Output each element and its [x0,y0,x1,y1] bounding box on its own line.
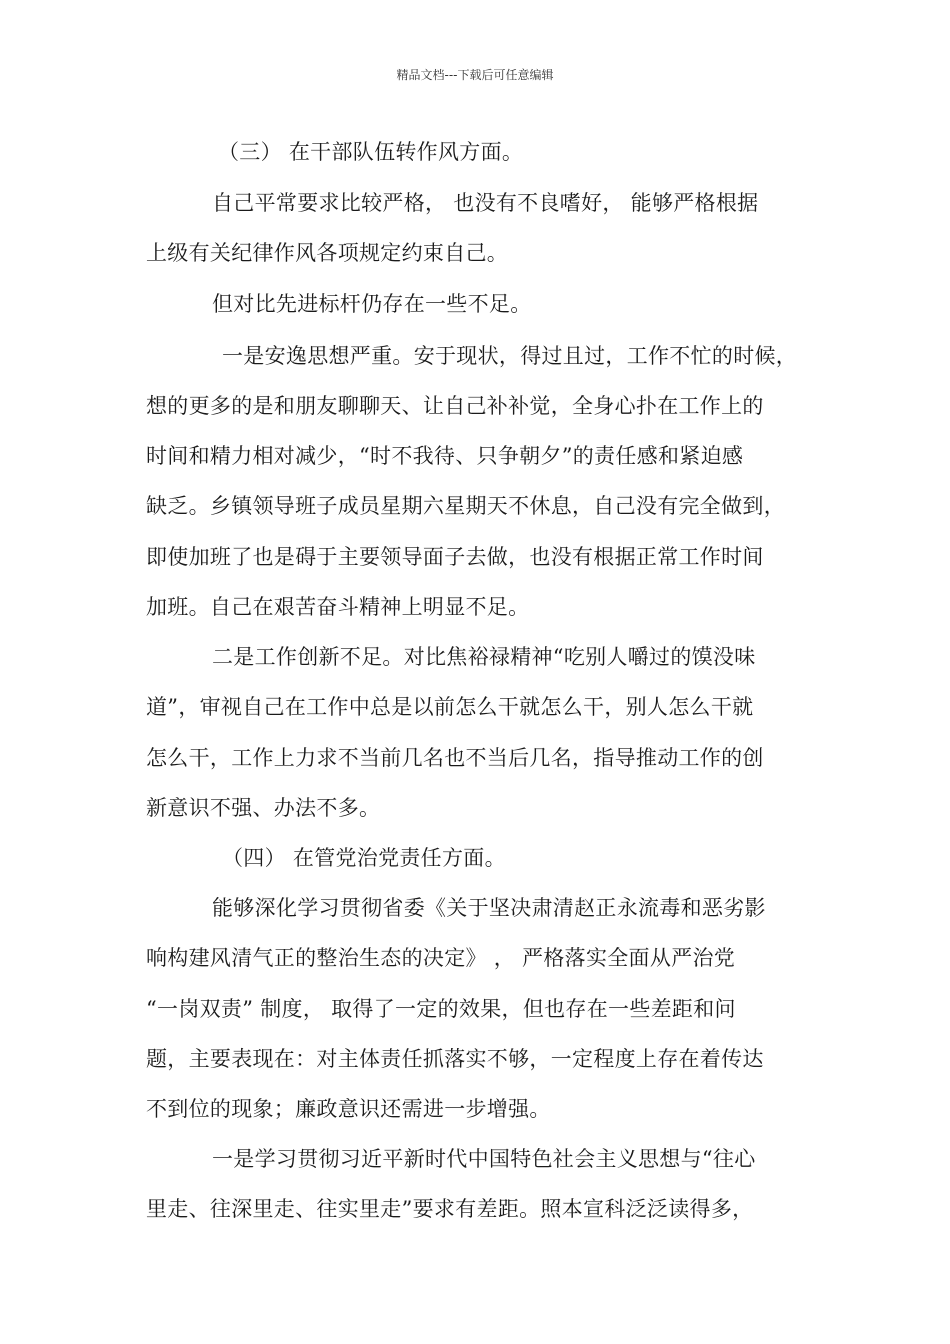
paragraph-line: 二是工作创新不足。对比焦裕禄精神“吃别人嚼过的馍没味 [212,645,756,669]
paragraph-line: 一是学习贯彻习近平新时代中国特色社会主义思想与“往心 [212,1147,756,1171]
paragraph-line: 里走、往深里走、往实里走”要求有差距。照本宣科泛泛读得多， [146,1197,754,1221]
paragraph-line: 缺乏。乡镇领导班子成员星期六星期天不休息，自己没有完全做到， [146,494,785,518]
section-heading-four: （四） 在管党治党责任方面。 [222,846,506,870]
paragraph-line: “一岗双责” 制度， 取得了一定的效果，但也存在一些差距和问 [146,997,736,1021]
paragraph-line: 时间和精力相对减少，“时不我待、只争朝夕”的责任感和紧迫感 [146,444,744,468]
paragraph-line: 自己平常要求比较严格， 也没有不良嗜好， 能够严格根据 [212,191,759,215]
paragraph-line: 但对比先进标杆仍存在一些不足。 [212,292,532,316]
paragraph-line: 一是安逸思想严重。安于现状，得过且过，工作不忙的时候， [222,344,798,368]
section-heading-three: （三） 在干部队伍转作风方面。 [218,140,524,164]
paragraph-line: 道”，审视自己在工作中总是以前怎么干就怎么干，别人怎么干就 [146,695,754,719]
paragraph-line: 想的更多的是和朋友聊聊天、让自己补补觉，全身心扑在工作上的 [146,394,764,418]
paragraph-line: 不到位的现象；廉政意识还需进一步增强。 [146,1097,551,1121]
paragraph-line: 怎么干，工作上力求不当前几名也不当后几名，指导推动工作的创 [146,746,764,770]
paragraph-line: 加班。自己在艰苦奋斗精神上明显不足。 [146,595,530,619]
page-header: 精品文档---下载后可任意编辑 [396,68,554,82]
paragraph-line: 题，主要表现在：对主体责任抓落实不够，一定程度上存在着传达 [146,1047,764,1071]
paragraph-line: 能够深化学习贯彻省委《关于坚决肃清赵正永流毒和恶劣影 [212,896,766,920]
paragraph-line: 上级有关纪律作风各项规定约束自己。 [146,241,509,265]
paragraph-line: 新意识不强、办法不多。 [146,796,381,820]
paragraph-line: 即使加班了也是碍于主要领导面子去做，也没有根据正常工作时间 [146,545,764,569]
paragraph-line: 响构建风清气正的整治生态的决定》 ， 严格落实全面从严治党 [146,946,736,970]
